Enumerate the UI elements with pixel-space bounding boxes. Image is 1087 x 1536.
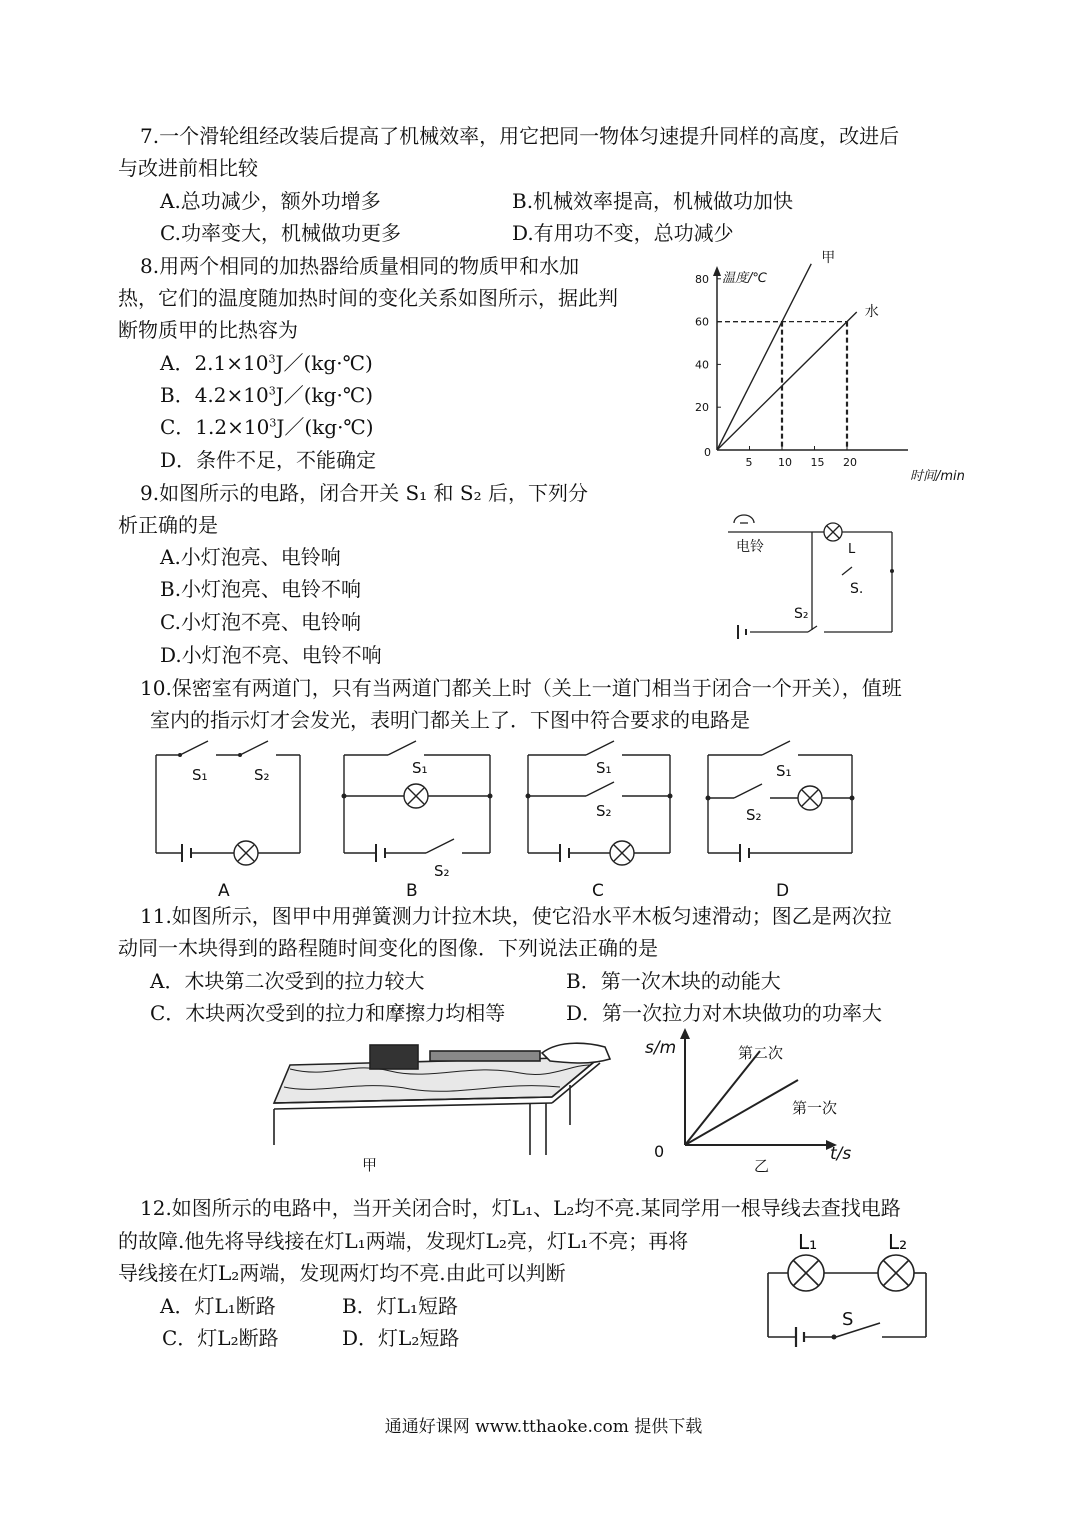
q11-option-b: B．第一次木块的动能大 (566, 969, 781, 993)
chart-y-tick-label: 80 (695, 272, 709, 286)
q11-figure-yi-graph (640, 1025, 860, 1175)
q9-stem-line1: 9.如图所示的电路，闭合开关 S₁ 和 S₂ 后，下列分 (140, 481, 588, 505)
q9-option-b: B.小灯泡亮、电铃不响 (160, 577, 362, 601)
temperature-time-chart (680, 249, 980, 487)
q11-option-d: D．第一次拉力对木块做功的功率大 (566, 1001, 883, 1025)
q10c-s1-label: S₁ (596, 759, 612, 777)
page-footer: 通通好课网 www.tthaoke.com 提供下载 (384, 1417, 703, 1437)
chart-x-label: 时间/min (910, 469, 965, 484)
q9-bell-label: 电铃 (736, 539, 764, 555)
q9-stem-line2: 析正确的是 (118, 513, 218, 537)
q10-label-d: D (776, 881, 790, 901)
q9-option-d: D.小灯泡不亮、电铃不响 (160, 643, 382, 667)
q9-circuit-diagram (720, 505, 905, 645)
q7-option-c: C.功率变大，机械做功更多 (160, 221, 401, 245)
q8-option-c: C．$1.2\times 10^3J/(kg\cdot℃)$ (160, 415, 374, 439)
wood-block (370, 1045, 418, 1069)
q10-label-a: A (218, 881, 230, 901)
q11-figure-jia (270, 1035, 620, 1175)
q11-stem-line1: 11.如图所示，图甲中用弹簧测力计拉木块，使它沿水平木板匀速滑动；图乙是两次拉 (140, 904, 892, 928)
q11-fig-jia-label: 甲 (362, 1156, 378, 1174)
chart-series-line (717, 264, 811, 450)
q10c-s2-label: S₂ (596, 802, 612, 820)
second-trial-line (685, 1051, 760, 1145)
q11-graph-first: 第一次 (792, 1099, 838, 1117)
q12-l1-label: L₁ (798, 1230, 818, 1254)
chart-x-tick-label: 5 (745, 456, 753, 469)
chart-x-tick-label: 20 (843, 456, 857, 469)
chart-y-tick-label: 60 (695, 315, 709, 329)
spring-scale (430, 1051, 540, 1061)
q8-option-d: D．条件不足，不能确定 (160, 448, 377, 472)
chart-x-tick-label: 10 (778, 456, 792, 469)
q12-option-d: D．灯L₂短路 (342, 1326, 460, 1350)
q11-fig-yi-label: 乙 (754, 1157, 770, 1175)
bell-icon (734, 515, 754, 523)
q11-graph-origin: 0 (654, 1142, 665, 1161)
q8-stem-line2: 热，它们的温度随加热时间的变化关系如图所示，据此判 (118, 286, 618, 310)
q11-graph-y-label: s/m (645, 1038, 677, 1058)
q9-s2-label: S₂ (794, 606, 809, 622)
chart-series-line (717, 312, 857, 450)
q7-option-b: B.机械效率提高，机械做功加快 (512, 189, 794, 213)
chart-y-arrow (713, 266, 721, 276)
q10-label-b: B (406, 881, 418, 901)
q12-option-a: A．灯L₁断路 (160, 1294, 276, 1318)
chart-y-label: 温度/℃ (722, 271, 767, 286)
q7-option-a: A.总功减少，额外功增多 (160, 189, 381, 213)
q11-option-a: A．木块第二次受到的拉力较大 (150, 969, 425, 993)
q9-option-c: C.小灯泡不亮、电铃响 (160, 610, 361, 634)
q8-stem-line1: 8.用两个相同的加热器给质量相同的物质甲和水加 (140, 254, 580, 278)
q10-label-c: C (592, 881, 604, 901)
q12-option-c: C．灯L₂断路 (162, 1326, 279, 1350)
q7-stem-line1: 7.一个滑轮组经改装后提高了机械效率，用它把同一物体匀速提升同样的高度，改进后 (140, 124, 900, 148)
q12-l2-label: L₂ (888, 1230, 908, 1254)
hand (542, 1043, 610, 1063)
q11-option-c: C．木块两次受到的拉力和摩擦力均相等 (150, 1001, 506, 1025)
chart-series-label: 水 (864, 303, 879, 320)
q10-circuit-options (150, 738, 870, 903)
q9-lamp-label: L (848, 542, 856, 557)
q12-stem-line3: 导线接在灯L₂两端，发现两灯均不亮.由此可以判断 (118, 1261, 566, 1285)
first-trial-line (685, 1080, 798, 1145)
q12-stem-line1: 12.如图所示的电路中，当开关闭合时，灯L₁、L₂均不亮.某同学用一根导线去查找电路 (140, 1196, 901, 1220)
q10-stem-line1: 10.保密室有两道门，只有当两道门都关上时（关上一道门相当于闭合一个开关），值班 (140, 676, 902, 700)
q10d-s2-label: S₂ (746, 806, 762, 824)
q9-s1-label: S. (850, 581, 864, 597)
q10b-s1-label: S₁ (412, 759, 428, 777)
q10d-s1-label: S₁ (776, 762, 792, 780)
q8-option-a: A．$2.1\times 10^3J/(kg\cdot℃)$ (160, 351, 373, 375)
q8-option-b: B．$4.2\times 10^3J/(kg\cdot℃)$ (160, 383, 373, 407)
q9-option-a: A.小灯泡亮、电铃响 (160, 545, 341, 569)
q12-s-label: S (842, 1309, 854, 1330)
q12-stem-line2: 的故障.他先将导线接在灯L₁两端，发现灯L₂亮，灯L₁不亮；再将 (118, 1229, 689, 1253)
chart-series-label: 甲 (821, 249, 836, 266)
q12-circuit-diagram (760, 1225, 940, 1360)
q10a-s2-label: S₂ (254, 766, 270, 784)
q7-stem-line2: 与改进前相比较 (118, 156, 258, 180)
table-top (274, 1057, 600, 1103)
q8-stem-line3: 断物质甲的比热容为 (118, 318, 298, 342)
q11-graph-x-label: t/s (830, 1144, 852, 1164)
q10b-s2-label: S₂ (434, 862, 450, 880)
chart-x-tick-label: 15 (810, 456, 825, 469)
chart-origin-label: 0 (704, 446, 711, 459)
q11-graph-second: 第二次 (738, 1044, 784, 1062)
q10-stem-line2: 室内的指示灯才会发光，表明门都关上了．下图中符合要求的电路是 (150, 708, 750, 732)
chart-y-tick-label: 40 (695, 358, 709, 372)
q7-option-d: D.有用功不变，总功减少 (512, 221, 734, 245)
q10a-s1-label: S₁ (192, 766, 208, 784)
q12-option-b: B．灯L₁短路 (342, 1294, 458, 1318)
q11-stem-line2: 动同一木块得到的路程随时间变化的图像．下列说法正确的是 (118, 936, 658, 960)
chart-y-tick-label: 20 (695, 401, 709, 415)
